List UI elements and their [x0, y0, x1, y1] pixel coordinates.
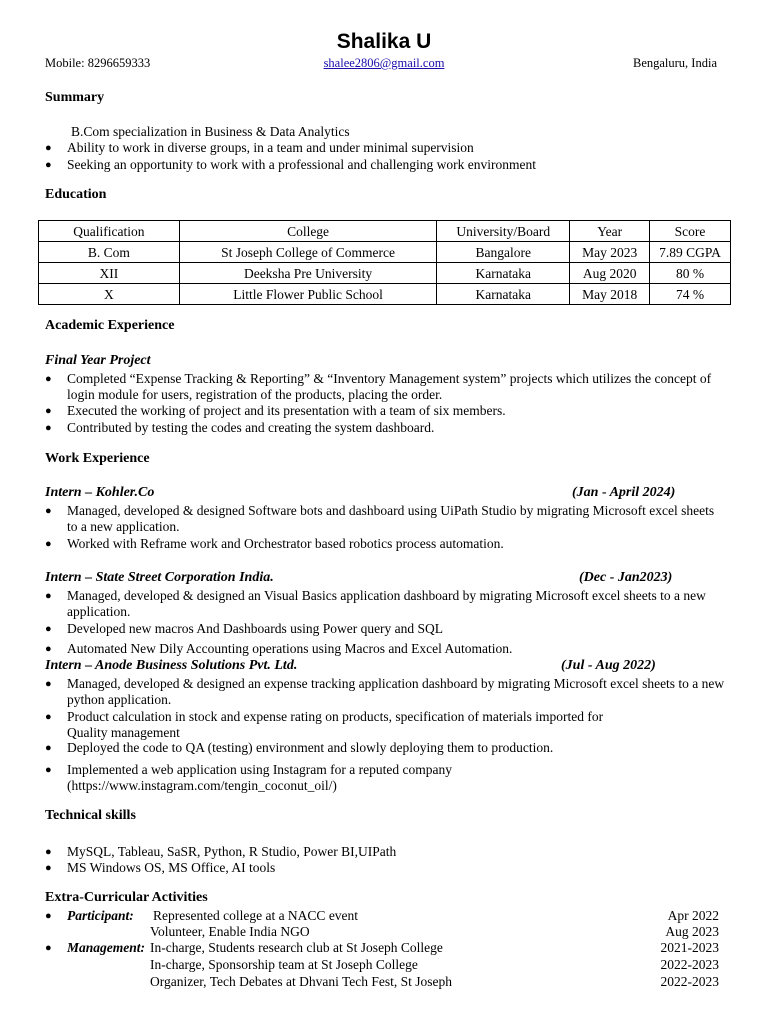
activity-text: In-charge, Students research club at St Joseph College	[150, 940, 443, 955]
job-bullet-text: Deployed the code to QA (testing) environment and slowly deploying them to production.	[67, 740, 554, 755]
candidate-name: Shalika U	[336, 30, 432, 53]
bullet-icon: ●	[45, 764, 52, 776]
management-label: Management:	[67, 940, 146, 955]
bullet-icon: ●	[45, 623, 52, 635]
column-header: Year	[570, 221, 650, 242]
bullet-icon: ●	[45, 590, 52, 602]
academic-bullet-text: Completed “Expense Tracking & Reporting” & “Inventory Management system” projects which utilizes the concept of login module for users, registration of the products, placing the order.	[67, 371, 712, 402]
mobile-number: Mobile: 8296659333	[45, 56, 151, 70]
column-header: University/Board	[437, 221, 570, 242]
job-bullet-text: Managed, developed & designed an expense tracking application dashboard by migrating Microsoft excel sheets to a new python application.	[67, 676, 725, 707]
table-cell: X	[39, 284, 180, 305]
skills-bullet-text: MySQL, Tableau, SaSR, Python, R Studio, Power BI,UIPath	[67, 844, 397, 859]
bullet-icon: ●	[45, 142, 52, 154]
bullet-icon: ●	[45, 373, 52, 385]
job-bullet	[45, 621, 725, 637]
job-title: Intern – Kohler.Co	[45, 485, 155, 500]
table-cell: 80 %	[650, 263, 731, 284]
academic-heading: Academic Experience	[45, 318, 175, 333]
table-header-row	[39, 221, 731, 242]
academic-bullet	[45, 420, 725, 436]
location: Bengaluru, India	[632, 56, 717, 70]
bullet-icon: ●	[45, 862, 52, 874]
column-header: Score	[650, 221, 731, 242]
table-cell: May 2018	[570, 284, 650, 305]
bullet-icon: ●	[45, 405, 52, 417]
column-header: College	[179, 221, 436, 242]
job-bullet-text: Automated New Dily Accounting operations using Macros and Excel Automation.	[67, 641, 513, 656]
table-cell: 74 %	[650, 284, 731, 305]
table-cell: St Joseph College of Commerce	[179, 242, 436, 263]
summary-bullet	[45, 140, 725, 156]
table-cell: Karnataka	[437, 284, 570, 305]
table-cell: May 2023	[570, 242, 650, 263]
table-row	[39, 242, 731, 263]
job-bullet	[45, 536, 725, 552]
job-bullet	[45, 709, 645, 741]
academic-bullet-text: Contributed by testing the codes and creating the system dashboard.	[67, 420, 435, 435]
job-title: Intern – Anode Business Solutions Pvt. Ltd.	[45, 658, 298, 673]
job-bullet-text: Worked with Reframe work and Orchestrator based robotics process automation.	[67, 536, 504, 551]
table-row	[39, 263, 731, 284]
table-cell: Karnataka	[437, 263, 570, 284]
email-link-text[interactable]: shalee2806@gmail.com	[323, 56, 445, 70]
table-cell: Deeksha Pre University	[179, 263, 436, 284]
participant-label: Participant:	[67, 908, 134, 923]
job-bullet-text: Developed new macros And Dashboards using Power query and SQL	[67, 621, 444, 636]
bullet-icon: ●	[45, 422, 52, 434]
bullet-icon: ●	[45, 942, 52, 954]
job-bullet-text: Implemented a web application using Instagram for a reputed company (https://www.instagram.com/tengin_coconut_oil/)	[67, 762, 452, 793]
summary-heading: Summary	[45, 90, 105, 105]
activity-date: Aug 2023	[665, 924, 719, 939]
bullet-icon: ●	[45, 159, 52, 171]
skills-bullet	[45, 860, 725, 876]
activity-date: Apr 2022	[667, 908, 719, 923]
job-bullet-text: Managed, developed & designed an Visual Basics application dashboard by migrating Microsoft excel sheets to a new application.	[67, 588, 706, 619]
table-cell: Little Flower Public School	[179, 284, 436, 305]
academic-bullet-text: Executed the working of project and its presentation with a team of six members.	[67, 403, 506, 418]
bullet-icon: ●	[45, 505, 52, 517]
bullet-icon: ●	[45, 846, 52, 858]
job-title: Intern – State Street Corporation India.	[45, 570, 274, 585]
academic-bullet	[45, 403, 725, 419]
table-cell: Bangalore	[437, 242, 570, 263]
activity-date: 2022-2023	[660, 957, 719, 972]
job-bullet-text: Managed, developed & designed Software bots and dashboard using UiPath Studio by migrating Microsoft excel sheets to a new application.	[67, 503, 715, 534]
column-header: Qualification	[39, 221, 180, 242]
bullet-icon: ●	[45, 643, 52, 655]
bullet-icon: ●	[45, 910, 52, 922]
activity-date: 2022-2023	[660, 974, 719, 989]
job-bullet	[45, 762, 485, 794]
job-bullet-text: Product calculation in stock and expense rating on products, specification of materials imported for Quality management	[67, 709, 604, 740]
skills-heading: Technical skills	[45, 808, 136, 823]
job-bullet	[45, 676, 725, 708]
table-cell: XII	[39, 263, 180, 284]
academic-bullet	[45, 371, 725, 403]
education-table	[38, 220, 731, 305]
bullet-icon: ●	[45, 678, 52, 690]
job-bullet	[45, 641, 725, 657]
bullet-icon: ●	[45, 742, 52, 754]
activity-date: 2021-2023	[660, 940, 719, 955]
table-cell: B. Com	[39, 242, 180, 263]
activity-text: Volunteer, Enable India NGO	[150, 924, 310, 939]
table-cell: 7.89 CGPA	[650, 242, 731, 263]
job-dates: (Jul - Aug 2022)	[561, 658, 656, 673]
job-bullet	[45, 740, 725, 756]
activity-text: Organizer, Tech Debates at Dhvani Tech Fest, St Joseph	[150, 974, 452, 989]
bullet-icon: ●	[45, 711, 52, 723]
skills-bullet-text: MS Windows OS, MS Office, AI tools	[67, 860, 276, 875]
summary-bullet-text: Seeking an opportunity to work with a professional and challenging work environment	[67, 157, 537, 172]
education-heading: Education	[45, 187, 107, 202]
job-bullet	[45, 503, 725, 535]
job-bullet	[45, 588, 725, 620]
job-dates: (Jan - April 2024)	[572, 485, 676, 500]
activity-text: Represented college at a NACC event	[153, 908, 359, 923]
table-row	[39, 284, 731, 305]
table-cell: Aug 2020	[570, 263, 650, 284]
bullet-icon: ●	[45, 538, 52, 550]
work-heading: Work Experience	[45, 451, 150, 466]
activity-text: In-charge, Sponsorship team at St Joseph College	[150, 957, 418, 972]
extra-heading: Extra-Curricular Activities	[45, 890, 208, 905]
summary-intro: B.Com specialization in Business & Data Analytics	[71, 124, 350, 139]
project-title: Final Year Project	[45, 353, 151, 368]
skills-bullet	[45, 844, 725, 860]
summary-bullet-text: Ability to work in diverse groups, in a team and under minimal supervision	[67, 140, 474, 155]
job-dates: (Dec - Jan2023)	[579, 570, 673, 585]
summary-bullet	[45, 157, 725, 173]
